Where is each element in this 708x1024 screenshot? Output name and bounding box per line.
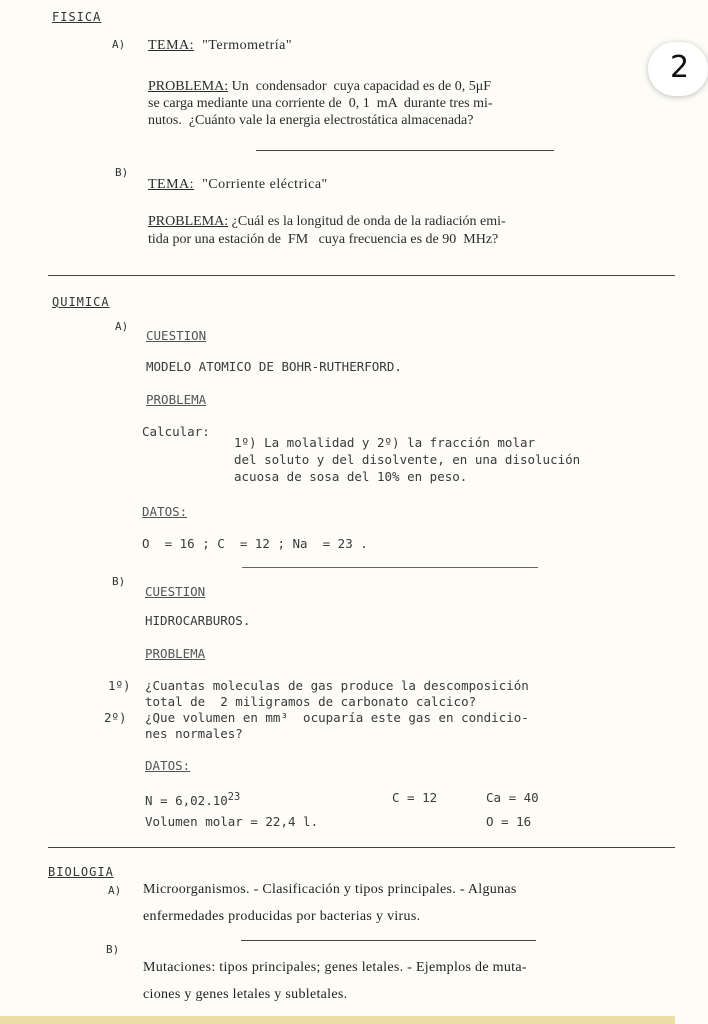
datos-o: O = 16 [486,814,532,829]
problem-line: ¿Que volumen en mm³ ocuparía este gas en condicio- [145,710,529,725]
problema-line: tida por una estación de FM cuya frecuencia es de 90 MHz? [148,232,499,247]
datos-n-exponent: 23 [227,791,241,803]
problema-a [148,79,491,94]
section-heading-biologia: BIOLOGIA [48,865,114,879]
calcular-line: 1º) La molalidad y 2º) la fracción molar [234,435,536,450]
bottom-edge-strip [0,1016,675,1024]
tema-value: "Termometría" [202,38,293,53]
problem-line: nes normales? [145,726,243,741]
tema-label: TEMA: [148,177,195,192]
section-heading-fisica: FISICA [52,10,102,24]
cuestion-label: CUESTION [145,584,206,599]
problema-line: se carga mediante una corriente de 0, 1 mA durante tres mi- [148,96,493,111]
divider [256,150,554,151]
floating-page-button[interactable] [648,42,708,96]
problema-label: PROBLEMA [145,646,206,661]
item-letter-b: B) [115,166,129,179]
cuestion-text: MODELO ATOMICO DE BOHR-RUTHERFORD. [146,359,402,374]
datos-avogadro [145,791,240,808]
problema-line: nutos. ¿Cuánto vale la energia electrostática almacenada? [148,113,474,128]
datos-label: DATOS: [145,758,191,773]
item-letter-a: A) [115,320,129,333]
datos-ca: Ca = 40 [486,790,539,805]
tema-label: TEMA: [148,38,195,53]
cuestion-text: HIDROCARBUROS. [145,613,251,628]
bio-b-line: ciones y genes letales y subletales. [143,987,348,1002]
problema-line: ¿Cuál es la longitud de onda de la radiación emi- [231,214,506,229]
item-letter-a: A) [108,884,122,897]
bio-a-line: Microorganismos. - Clasificación y tipos principales. - Algunas [143,882,517,897]
bio-a-line: enfermedades producidas por bacterias y virus. [143,909,421,924]
item-number: 2º) [104,710,127,725]
item-letter-a: A) [112,38,126,51]
problema-b [148,214,506,229]
datos-c: C = 12 [392,790,438,805]
item-number: 1º) [108,678,131,693]
problema-label: PROBLEMA [146,392,207,407]
tema-a [148,38,292,54]
item-letter-b: B) [106,943,120,956]
item-letter-b: B) [112,575,126,588]
datos-volumen: Volumen molar = 22,4 l. [145,814,319,829]
tema-b [148,177,328,193]
datos-n: N = 6,02.10 [145,793,228,809]
calcular-label: Calcular: [142,424,210,439]
datos-values: O = 16 ; C = 12 ; Na = 23 . [142,536,368,551]
cuestion-label: CUESTION [146,328,207,343]
calcular-line: acuosa de sosa del 10% en peso. [234,469,468,484]
tema-value: "Corriente eléctrica" [202,177,328,192]
section-divider [48,847,675,848]
bio-b-line: Mutaciones: tipos principales; genes letales. - Ejemplos de muta- [143,960,527,975]
divider [241,940,536,941]
problema-label: PROBLEMA: [148,214,229,229]
problem-line: ¿Cuantas moleculas de gas produce la descomposición [145,678,529,693]
calcular-line: del soluto y del disolvente, en una disolución [234,452,581,467]
page-number-glyph: 2 [670,50,690,85]
divider [242,567,538,568]
datos-label: DATOS: [142,504,188,519]
problema-label: PROBLEMA: [148,79,229,94]
problem-line: total de 2 miligramos de carbonato calcico? [145,694,477,709]
problema-line: Un condensador cuya capacidad es de 0, 5μF [231,79,492,94]
section-heading-quimica: QUIMICA [52,295,110,309]
section-divider [48,275,675,276]
